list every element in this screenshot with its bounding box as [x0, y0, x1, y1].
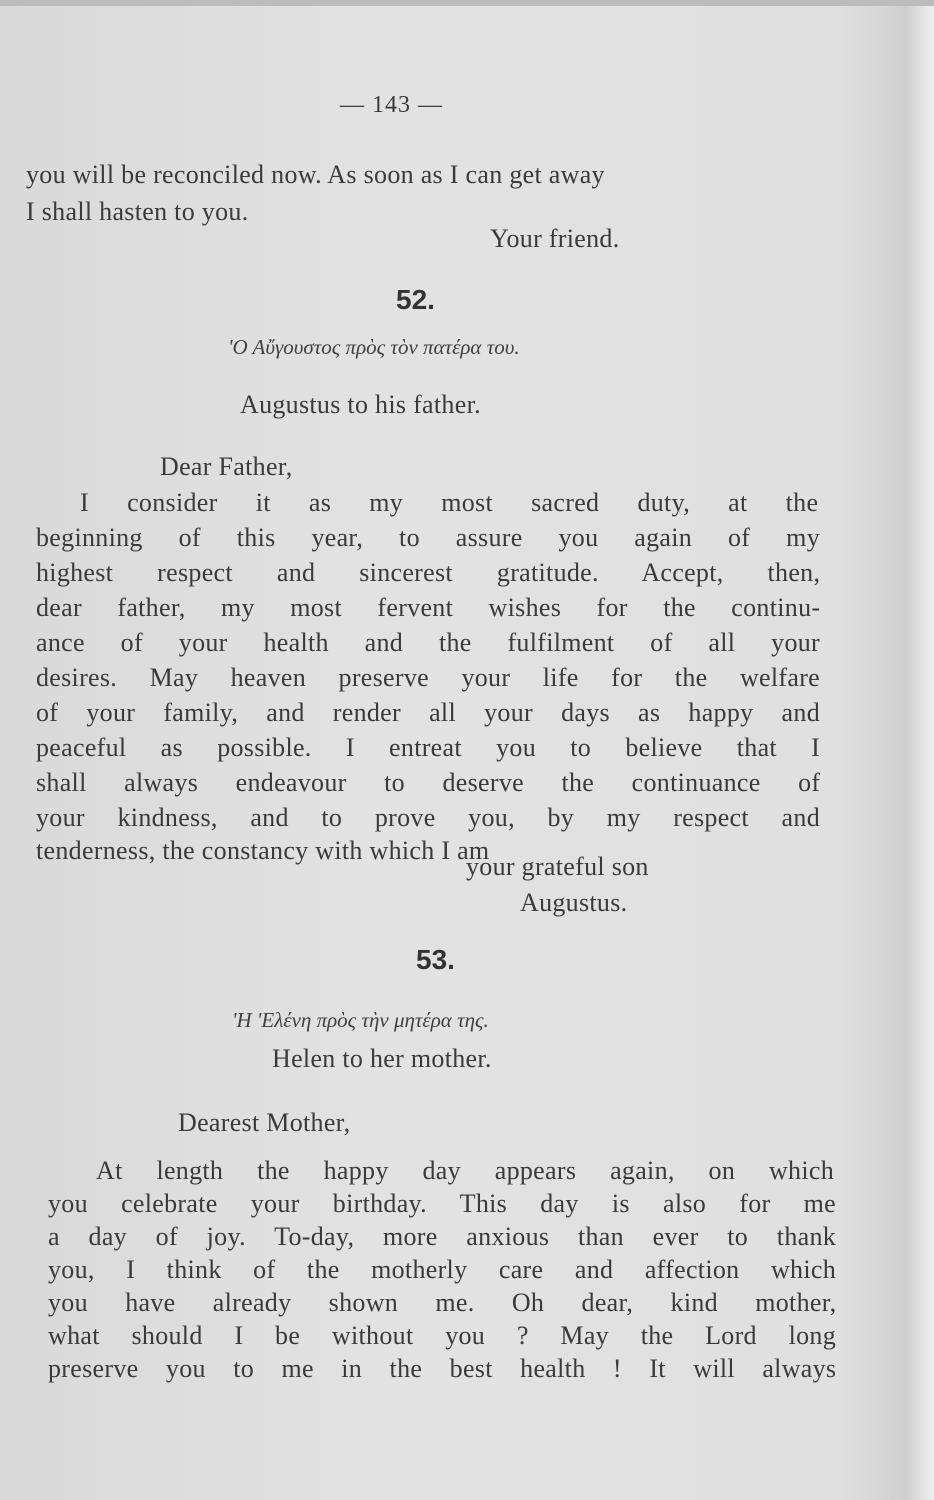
letter-53-greek-title: 'Η 'Ελένη πρὸς τὴν μητέρα της.	[232, 1008, 489, 1032]
letter-52-title: Augustus to his father.	[240, 390, 481, 419]
letter-53-line-6: what should I be without you ? May the Lord long	[48, 1321, 836, 1350]
letter-52-closing-1: your grateful son	[466, 852, 649, 881]
letter-53-salutation: Dearest Mother,	[178, 1108, 351, 1137]
letter-52-line-10: your kindness, and to prove you, by my respect and	[36, 803, 820, 832]
page-top-edge	[0, 0, 934, 6]
letter-53-number: 53.	[416, 944, 455, 975]
letter-53-line-4: you, I think of the motherly care and affection which	[48, 1255, 836, 1284]
letter-52-closing-2: Augustus.	[520, 888, 628, 917]
continuation-closing: Your friend.	[490, 224, 620, 253]
letter-53-line-3: a day of joy. To-day, more anxious than ever to thank	[48, 1222, 837, 1251]
letter-52-line-5: ance of your health and the fulfilment of all your	[36, 628, 820, 657]
letter-52-line-4: dear father, my most fervent wishes for the continu-	[36, 593, 821, 622]
letter-52-salutation: Dear Father,	[160, 452, 293, 481]
letter-52-line-11: tenderness, the constancy with which I am	[36, 836, 490, 865]
letter-53-line-1: At length the happy day appears again, on which	[96, 1156, 834, 1185]
letter-52-line-3: highest respect and sincerest gratitude. Accept, then,	[36, 558, 821, 587]
page-number: — 143 —	[340, 92, 443, 118]
letter-52-greek-title: 'Ο Αὔγουστος πρὸς τὸν πατέρα του.	[228, 335, 520, 359]
letter-53-line-7: preserve you to me in the best health ! It will always	[48, 1354, 837, 1383]
letter-52-line-7: of your family, and render all your days as happy and	[36, 698, 820, 727]
letter-52-line-9: shall always endeavour to deserve the continuance of	[36, 768, 821, 797]
letter-52-line-8: peaceful as possible. I entreat you to believe that I	[36, 733, 821, 762]
letter-53-line-2: you celebrate your birthday. This day is also for me	[48, 1189, 836, 1218]
letter-53-title: Helen to her mother.	[272, 1044, 492, 1073]
letter-52-line-6: desires. May heaven preserve your life for the welfare	[36, 663, 820, 692]
letter-52-line-2: beginning of this year, to assure you again of my	[36, 523, 820, 552]
continuation-line-2: I shall hasten to you.	[26, 197, 249, 226]
letter-53-line-5: you have already shown me. Oh dear, kind mother,	[48, 1288, 837, 1317]
letter-52-number: 52.	[396, 284, 435, 315]
letter-52-line-1: I consider it as my most sacred duty, at the	[80, 488, 819, 517]
continuation-line-1: you will be reconciled now. As soon as I can get away	[26, 160, 605, 189]
